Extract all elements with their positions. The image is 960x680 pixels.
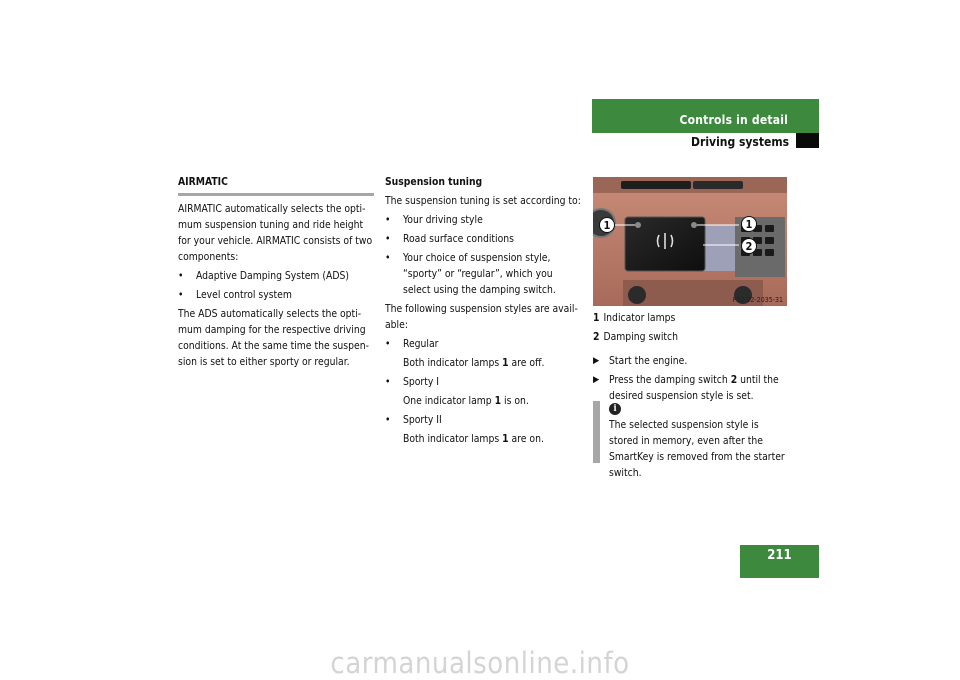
section-marker (796, 133, 819, 148)
callout-1-right: 1 (745, 218, 753, 231)
style-item: • Regular (385, 338, 439, 350)
info-note (593, 401, 789, 479)
style-description: Both indicator lamps 1 are off. (403, 357, 545, 369)
watermark: carmanualsonline.info (330, 646, 630, 680)
info-note-text: The selected suspension style is stored in memory, even after the SmartKey is removed from the starter switch. (609, 419, 785, 479)
suspension-intro: The suspension tuning is set according to: (385, 195, 581, 207)
ads-description: The ADS automatically selects the opti-mum damping for the respective driving conditions. At the same time the suspen-sion is set to either sporty or regular. (178, 308, 369, 368)
list-item: • Your choice of suspension style, “sporty” or “regular”, which you select using the damping switch. (385, 252, 556, 296)
styles-intro: The following suspension styles are avail-able: (385, 303, 578, 331)
info-icon: i (609, 403, 621, 415)
column-figure-notes (593, 310, 788, 407)
callout-1-left: 1 (603, 219, 611, 232)
column-airmatic (178, 174, 374, 373)
list-item: • Level control system (178, 289, 292, 301)
airmatic-intro: AIRMATIC automatically selects the opti-mum suspension tuning and ride height for your vehicle. AIRMATIC consists of two components: (178, 203, 373, 263)
airmatic-heading: AIRMATIC (178, 174, 374, 196)
style-description: One indicator lamp 1 is on. (403, 395, 529, 407)
step-item: ▶ Start the engine. (593, 355, 688, 367)
damping-switch-photo (593, 177, 787, 306)
style-item: • Sporty I (385, 376, 440, 388)
list-item: • Adaptive Damping System (ADS) (178, 270, 349, 282)
list-item: • Your driving style (385, 214, 483, 226)
section-title: Driving systems (691, 135, 789, 149)
legend-item: 1 Indicator lamps (593, 312, 676, 324)
style-description: Both indicator lamps 1 are on. (403, 433, 544, 445)
list-item: • Road surface conditions (385, 233, 514, 245)
header-bar (592, 99, 819, 133)
figure-code: P32.32-2035-31 (732, 296, 783, 304)
step-item: ▶ Press the damping switch 2 until the desired suspension style is set. (593, 374, 779, 402)
callout-2: 2 (745, 240, 753, 253)
legend-item: 2 Damping switch (593, 331, 679, 343)
column-suspension-tuning (385, 174, 581, 450)
style-item: • Sporty II (385, 414, 442, 426)
chapter-title: Controls in detail (679, 113, 788, 127)
suspension-heading: Suspension tuning (385, 176, 483, 188)
page-number: 211 (740, 545, 819, 578)
